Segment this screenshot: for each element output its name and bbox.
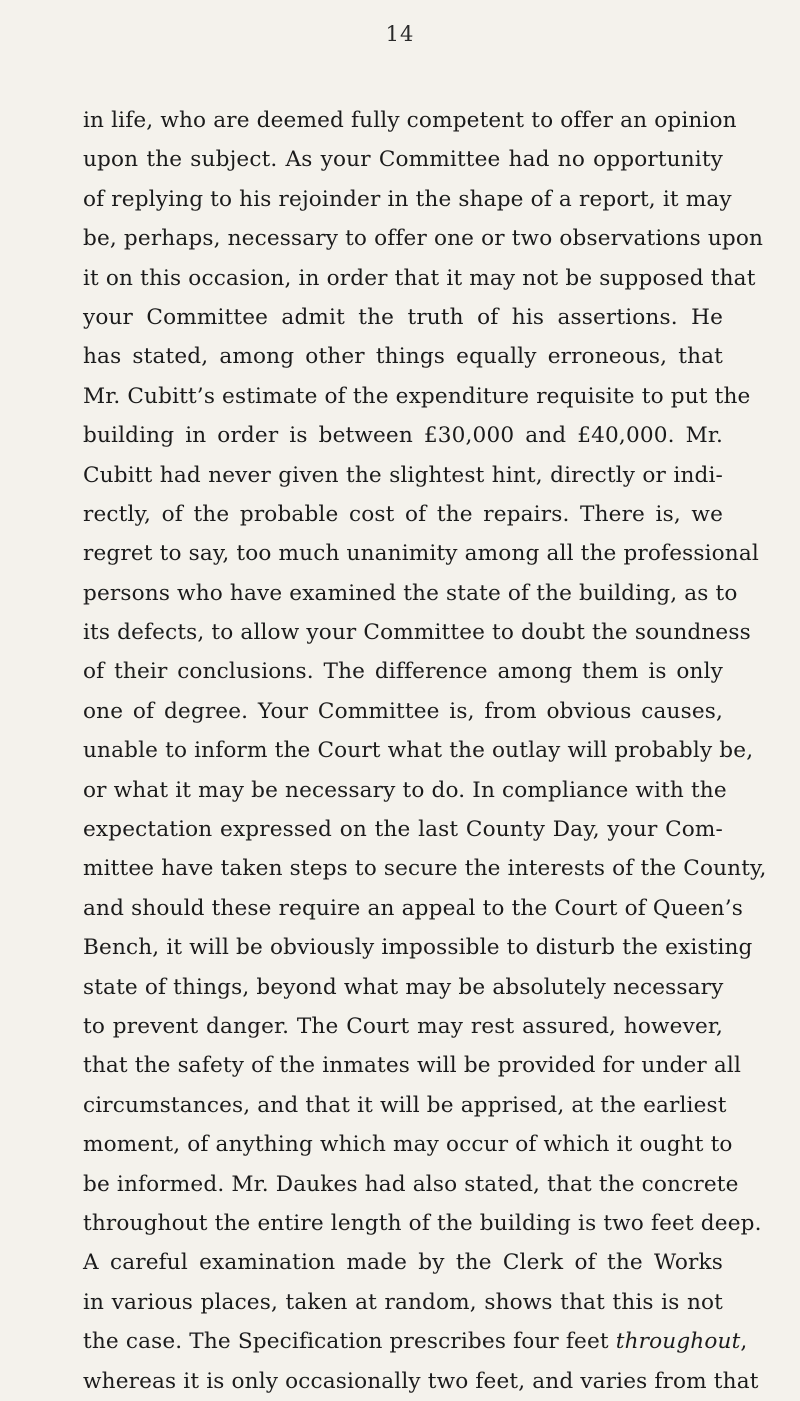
text-line-with-emphasis [83, 1322, 748, 1361]
text-line: state of things, beyond what may be absolutely necessary [83, 974, 724, 1000]
text-line: your Committee admit the truth of his assertions. He [83, 304, 723, 330]
text-line: upon the subject. As your Committee had no opportunity [83, 147, 723, 173]
text-segment: , [740, 1329, 748, 1355]
text-line: circumstances, and that it will be apprised, at the earliest [83, 1092, 727, 1118]
text-line: building in order is between £30,000 and £40,000. Mr. [83, 423, 723, 449]
text-line: it on this occasion, in order that it may not be supposed that [83, 265, 756, 291]
text-line: Mr. Cubitt’s estimate of the expenditure requisite to put the [83, 383, 751, 409]
text-line: be informed. Mr. Daukes had also stated, that the concrete [83, 1171, 739, 1197]
text-line: of replying to his rejoinder in the shape of a report, it may [83, 186, 732, 212]
text-line: in various places, taken at random, shows that this is not [83, 1289, 723, 1315]
text-line: to prevent danger. The Court may rest assured, however, [83, 1013, 723, 1039]
text-line: whereas it is only occasionally two feet, and varies from that [83, 1368, 759, 1394]
text-segment: the case. The Specification prescribes four feet [83, 1329, 616, 1355]
text-line: persons who have examined the state of the building, as to [83, 580, 738, 606]
text-line: rectly, of the probable cost of the repairs. There is, we [83, 501, 723, 527]
text-line: one of degree. Your Committee is, from obvious causes, [83, 698, 723, 724]
text-line: Bench, it will be obviously impossible to disturb the existing [83, 935, 753, 961]
text-line: of their conclusions. The difference among them is only [83, 659, 723, 685]
text-line: moment, of anything which may occur of which it ought to [83, 1132, 733, 1158]
text-line: or what it may be necessary to do. In compliance with the [83, 777, 727, 803]
text-line: unable to inform the Court what the outlay will probably be, [83, 738, 754, 764]
page-number: 14 [385, 22, 415, 46]
text-line: and should these require an appeal to the Court of Queen’s [83, 895, 743, 921]
text-line: be, perhaps, necessary to offer one or two observations upon [83, 226, 764, 252]
text-line: has stated, among other things equally erroneous, that [83, 344, 723, 370]
body-paragraph [83, 101, 767, 1401]
text-line: regret to say, too much unanimity among all the professional [83, 541, 759, 567]
text-line: throughout the entire length of the building is two feet deep. [83, 1210, 762, 1236]
emphasized-word: throughout [615, 1329, 741, 1355]
text-line: A careful examination made by the Clerk of the Works [83, 1250, 723, 1276]
text-line: mittee have taken steps to secure the interests of the County, [83, 856, 767, 882]
text-line: in life, who are deemed fully competent to offer an opinion [83, 108, 737, 133]
text-line: its defects, to allow your Committee to doubt the soundness [83, 620, 751, 646]
text-line: expectation expressed on the last County Day, your Com- [83, 817, 723, 843]
text-line: Cubitt had never given the slightest hint, directly or indi- [83, 462, 723, 488]
text-line: that the safety of the inmates will be provided for under all [83, 1053, 742, 1079]
